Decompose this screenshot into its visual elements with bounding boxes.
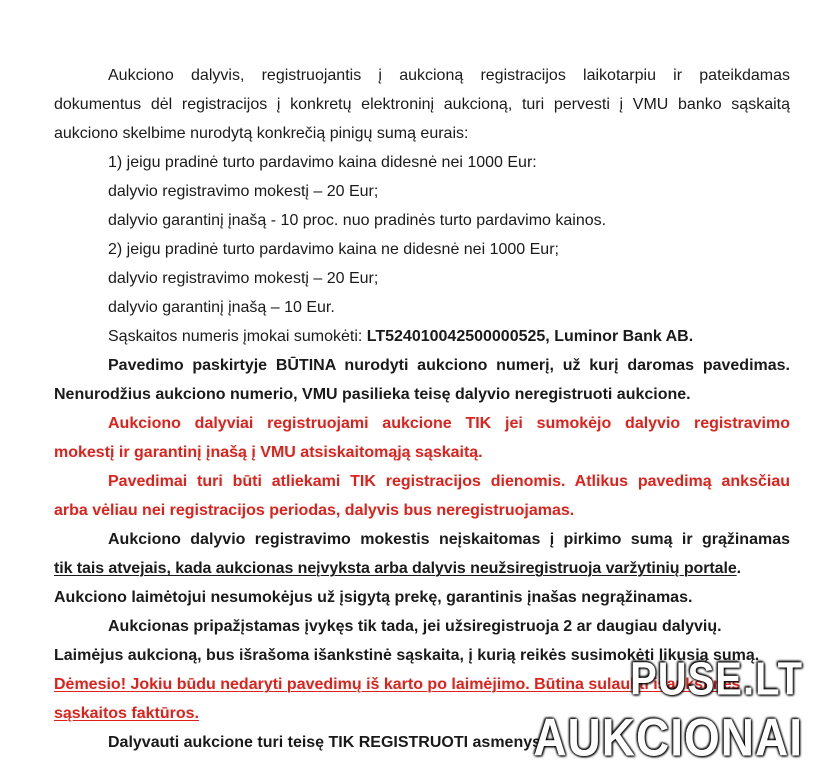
paragraph-line: Dalyvauti aukcione turi teisę TIK REGISTRUOTI asmenys xyxy=(108,734,542,751)
underlined-text: tik tais atvejais, kada aukcionas neįvyksta arba dalyvis neužsiregistruoja varžytinių portale xyxy=(54,560,737,577)
paragraph-line: Nenurodžius aukciono numerio, VMU pasilieka teisę dalyvio neregistruoti aukcione. xyxy=(54,386,691,403)
paragraph-line: dalyvio registravimo mokestį – 20 Eur; xyxy=(108,270,379,287)
account-line xyxy=(108,327,693,347)
list-item-2: 2) jeigu pradinė turto pardavimo kaina ne didesnė nei 1000 Eur; xyxy=(108,241,559,258)
warning-line: Pavedimai turi būti atliekami TIK registracijos dienomis. Atlikus pavedimą anksčiau xyxy=(108,473,790,490)
list-item-1: 1) jeigu pradinė turto pardavimo kaina didesnė nei 1000 Eur: xyxy=(108,154,537,171)
paragraph-line: Laimėjus aukcioną, bus išrašoma išankstinė sąskaita, į kurią reikės susimokėti likusią sumą. xyxy=(54,647,760,664)
paragraph-line: dalyvio garantinį įnašą – 10 Eur. xyxy=(108,299,335,316)
underlined-line xyxy=(54,559,741,579)
paragraph-line: dokumentus dėl registracijos į konkretų elektroninį aukcioną, turi pervesti į VMU banko sąskaitą xyxy=(54,96,790,113)
watermark-logo-top: PUSE.LT xyxy=(630,654,803,705)
warning-line: Aukciono dalyviai registruojami aukcione TIK jei sumokėjo dalyvio registravimo xyxy=(108,415,790,432)
account-label: Sąskaitos numeris įmokai sumokėti: xyxy=(108,328,367,345)
account-number: LT524010042500000525, Luminor Bank AB. xyxy=(366,328,694,345)
paragraph-line: dalyvio registravimo mokestį – 20 Eur; xyxy=(108,183,379,200)
paragraph-line: Aukcionas pripažįstamas įvykęs tik tada, jei užsiregistruoja 2 ar daugiau dalyvių. xyxy=(108,618,722,635)
paragraph-line: Aukciono laimėtojui nesumokėjus už įsigytą prekę, garantinis įnašas negrąžinamas. xyxy=(54,589,693,606)
paragraph-line: aukciono skelbime nurodytą konkrečią pinigų sumą eurais: xyxy=(54,125,469,142)
paragraph-line: Aukciono dalyvis, registruojantis į aukcioną registracijos laikotarpiu ir pateikdamas xyxy=(108,67,790,84)
warning-line: arba vėliau nei registracijos periodas, dalyvis bus neregistruojamas. xyxy=(54,502,575,519)
line-end-period: . xyxy=(736,560,742,577)
paragraph-line: dalyvio garantinį įnašą - 10 proc. nuo pradinės turto pardavimo kainos. xyxy=(108,212,607,229)
paragraph-line: Pavedimo paskirtyje BŪTINA nurodyti aukciono numerį, už kurį daromas pavedimas. xyxy=(108,357,790,374)
paragraph-line: Aukciono dalyvio registravimo mokestis neįskaitomas į pirkimo sumą ir grąžinamas xyxy=(108,531,790,548)
attention-line: Dėmesio! Jokiu būdu nedaryti pavedimų iš karto po laimėjimo. Būtina sulaukti išankstinės xyxy=(54,676,741,693)
watermark-logo-bottom: AUKCIONAI xyxy=(533,707,803,767)
warning-line: mokestį ir garantinį įnašą į VMU atsiskaitomąją sąskaitą. xyxy=(54,444,483,461)
attention-line: sąskaitos faktūros. xyxy=(54,705,199,722)
